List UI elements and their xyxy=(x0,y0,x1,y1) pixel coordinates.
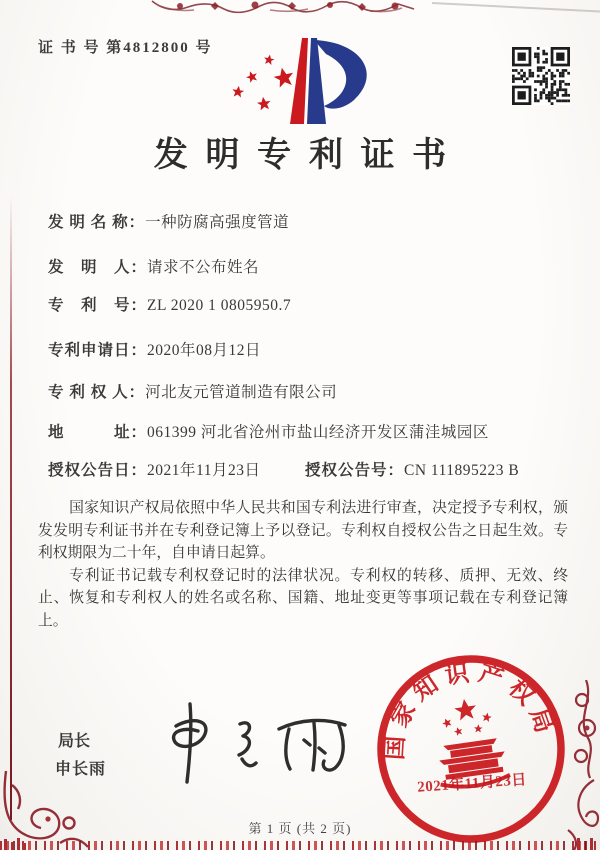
logo-blue-wedge xyxy=(307,38,326,124)
field-label: 发 明 人： xyxy=(48,259,148,276)
field-label: 专 利 号： xyxy=(48,297,148,314)
field-label: 地 址： xyxy=(48,424,148,441)
field-value: 一种防腐高强度管道 xyxy=(145,214,290,231)
logo-red-wedge xyxy=(290,38,308,124)
field-label: 授权公告号： xyxy=(305,462,405,479)
body-paragraph-1: 国家知识产权局依照中华人民共和国专利法进行审查，决定授予专利权，颁发发明专利证书并在专利登记簿上予以登记。专利权自授权公告之日起生效。专利权期限为二十年，自申请日起算。 xyxy=(38,500,568,562)
body-paragraph-2: 专利证书记载专利权登记时的法律状况。专利权的转移、质押、无效、终止、恢复和专利权人的姓名或名称、国籍、地址变更等事项记载在专利登记簿上。 xyxy=(38,567,568,629)
field-label: 专 利 权 人： xyxy=(48,384,146,401)
cnipa-logo xyxy=(222,32,387,128)
qr-code xyxy=(512,47,570,105)
signature-handwriting xyxy=(138,698,370,793)
field-value: 2020年08月12日 xyxy=(147,342,262,359)
seal-date: 2021年11月23日 xyxy=(416,772,528,796)
page-title: 发明专利证书 xyxy=(153,137,464,174)
seal-text: 国家知识产权局 xyxy=(382,659,560,761)
signature-title: 局长 xyxy=(58,733,91,750)
paper-edge-line xyxy=(432,3,600,12)
body-text xyxy=(38,497,568,633)
field-patentee xyxy=(48,380,337,402)
field-label: 授权公告日： xyxy=(48,462,148,479)
field-publication-number xyxy=(305,458,519,480)
field-value: CN 111895223 B xyxy=(404,462,520,479)
field-value: 061399 河北省沧州市盐山经济开发区蒲洼城园区 xyxy=(147,424,489,441)
field-patent-number xyxy=(48,293,291,315)
field-invention-name xyxy=(48,210,289,232)
footer-page-number: 第 1 页 (共 2 页) xyxy=(248,821,352,836)
bottom-barcode-strip xyxy=(0,841,600,850)
field-value: ZL 2020 1 0805950.7 xyxy=(147,297,292,314)
field-address xyxy=(48,420,489,442)
field-grant-date xyxy=(48,458,260,480)
field-label: 专利申请日： xyxy=(48,342,148,359)
left-border-line xyxy=(10,195,12,820)
field-value: 河北友元管道制造有限公司 xyxy=(145,384,338,401)
top-border-ornament xyxy=(150,0,600,16)
field-value: 请求不公布姓名 xyxy=(147,259,260,276)
field-label: 发 明 名 称： xyxy=(48,214,146,231)
bottom-left-ornament xyxy=(0,765,95,850)
field-inventor xyxy=(48,255,259,277)
field-filing-date xyxy=(48,338,261,360)
right-border-ornament xyxy=(560,680,600,850)
certificate-number: 证 书 号 第4812800 号 xyxy=(38,40,213,56)
field-value: 2021年11月23日 xyxy=(147,462,261,479)
signature-name: 申长雨 xyxy=(55,761,107,778)
